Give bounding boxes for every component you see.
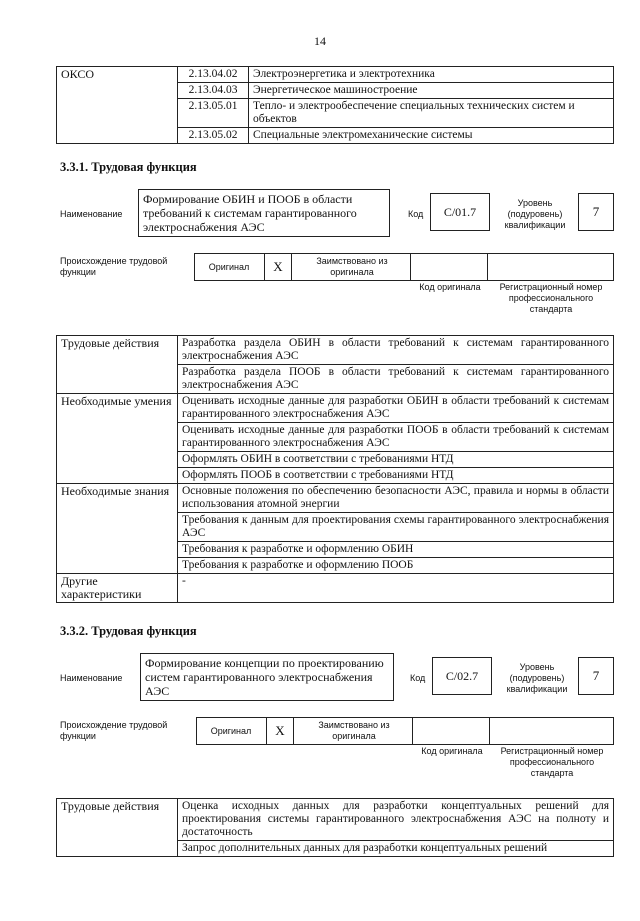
- okso-name: Тепло- и электрообеспечение специальных технических систем и объектов: [249, 99, 614, 128]
- okso-label: ОКСО: [57, 67, 178, 144]
- row-label: Необходимые знания: [57, 484, 178, 574]
- row-label: Необходимые умения: [57, 394, 178, 484]
- okso-code: 2.13.04.02: [178, 67, 249, 83]
- tf1-original-mark: X: [264, 253, 292, 281]
- list-item: Разработка раздела ОБИН в области требований к системам гарантированного электроснабжения АЭС: [178, 336, 614, 365]
- okso-table: [56, 66, 614, 144]
- table-row: [57, 336, 614, 365]
- row-label: Другие характеристики: [57, 574, 178, 603]
- tf2-table: [56, 798, 614, 857]
- okso-name: Энергетическое машиностроение: [249, 83, 614, 99]
- tf1-origin-label: Происхождение трудовой функции: [60, 256, 168, 277]
- list-item: Оценивать исходные данные для разработки ОБИН в области требований к системам гарантированного электроснабжения АЭС: [178, 394, 614, 423]
- list-item: -: [178, 574, 614, 603]
- tf2-orig-code-cell: [412, 717, 490, 745]
- tf1-code-box: C/01.7: [430, 193, 490, 231]
- list-item: Основные положения по обеспечению безопасности АЭС, правила и нормы в области использования атомной энергии: [178, 484, 614, 513]
- table-row: [57, 484, 614, 513]
- okso-name: Электроэнергетика и электротехника: [249, 67, 614, 83]
- list-item: Требования к разработке и оформлению ОБИН: [178, 542, 614, 558]
- tf1-level-box: 7: [578, 193, 614, 231]
- tf1-orig-code-cell: [410, 253, 488, 281]
- row-label: Трудовые действия: [57, 799, 178, 857]
- tf2-borrowed-label: Заимствовано из оригинала: [318, 720, 390, 741]
- list-item: Запрос дополнительных данных для разработки концептуальных решений: [178, 841, 614, 857]
- tf1-name-box: Формирование ОБИН и ПООБ в области требований к системам гарантированного электроснабжения АЭС: [138, 189, 390, 237]
- tf2-title: 3.3.2. Трудовая функция: [60, 624, 197, 638]
- tf1-code-label: Код: [408, 209, 424, 219]
- okso-code: 2.13.04.03: [178, 83, 249, 99]
- list-item: Оценка исходных данных для разработки концептуальных решений для проектирования системы гарантированного электроснабжения АЭС на полноту и достаточность: [178, 799, 614, 841]
- tf2-code-box: C/02.7: [432, 657, 492, 695]
- tf2-reg-label: Регистрационный номер профессионального стандарта: [500, 746, 604, 778]
- tf1-original-label: Оригинал: [208, 261, 250, 272]
- okso-code: 2.13.05.01: [178, 99, 249, 128]
- tf2-orig-code-label: Код оригинала: [421, 746, 483, 756]
- tf1-reg-label: Регистрационный номер профессионального стандарта: [499, 282, 603, 314]
- list-item: Требования к данным для проектирования схемы гарантированного электроснабжения АЭС: [178, 513, 614, 542]
- page-number: 14: [314, 34, 326, 48]
- tf2-level-label: Уровень (подуровень) квалификации: [506, 661, 568, 694]
- row-label: Трудовые действия: [57, 336, 178, 394]
- table-row: [57, 574, 614, 603]
- tf1-borrowed-label: Заимствовано из оригинала: [316, 256, 388, 277]
- list-item: Разработка раздела ПООБ в области требований к системам гарантированного электроснабжения АЭС: [178, 365, 614, 394]
- list-item: Оформлять ОБИН в соответствии с требованиями НТД: [178, 452, 614, 468]
- tf2-original-label: Оригинал: [210, 725, 252, 736]
- table-row: [57, 799, 614, 841]
- tf1-orig-code-label: Код оригинала: [419, 282, 481, 292]
- tf2-code-label: Код: [410, 673, 426, 683]
- list-item: Оформлять ПООБ в соответствии с требованиями НТД: [178, 468, 614, 484]
- table-row: [57, 394, 614, 423]
- tf1-name-label: Наименование: [60, 209, 123, 219]
- list-item: Оценивать исходные данные для разработки ПООБ в области требований к системам гарантированного электроснабжения АЭС: [178, 423, 614, 452]
- list-item: Требования к разработке и оформлению ПООБ: [178, 558, 614, 574]
- tf2-original-mark: X: [266, 717, 294, 745]
- tf1-level-label: Уровень (подуровень) квалификации: [504, 197, 566, 230]
- tf2-level-box: 7: [578, 657, 614, 695]
- table-row: [57, 67, 614, 83]
- okso-name: Специальные электромеханические системы: [249, 128, 614, 144]
- tf2-name-box: Формирование концепции по проектированию систем гарантированного электроснабжения АЭС: [140, 653, 394, 701]
- tf2-origin-label: Происхождение трудовой функции: [60, 720, 168, 741]
- tf2-name-label: Наименование: [60, 673, 123, 683]
- tf1-table: [56, 335, 614, 603]
- okso-code: 2.13.05.02: [178, 128, 249, 144]
- tf1-title: 3.3.1. Трудовая функция: [60, 160, 197, 174]
